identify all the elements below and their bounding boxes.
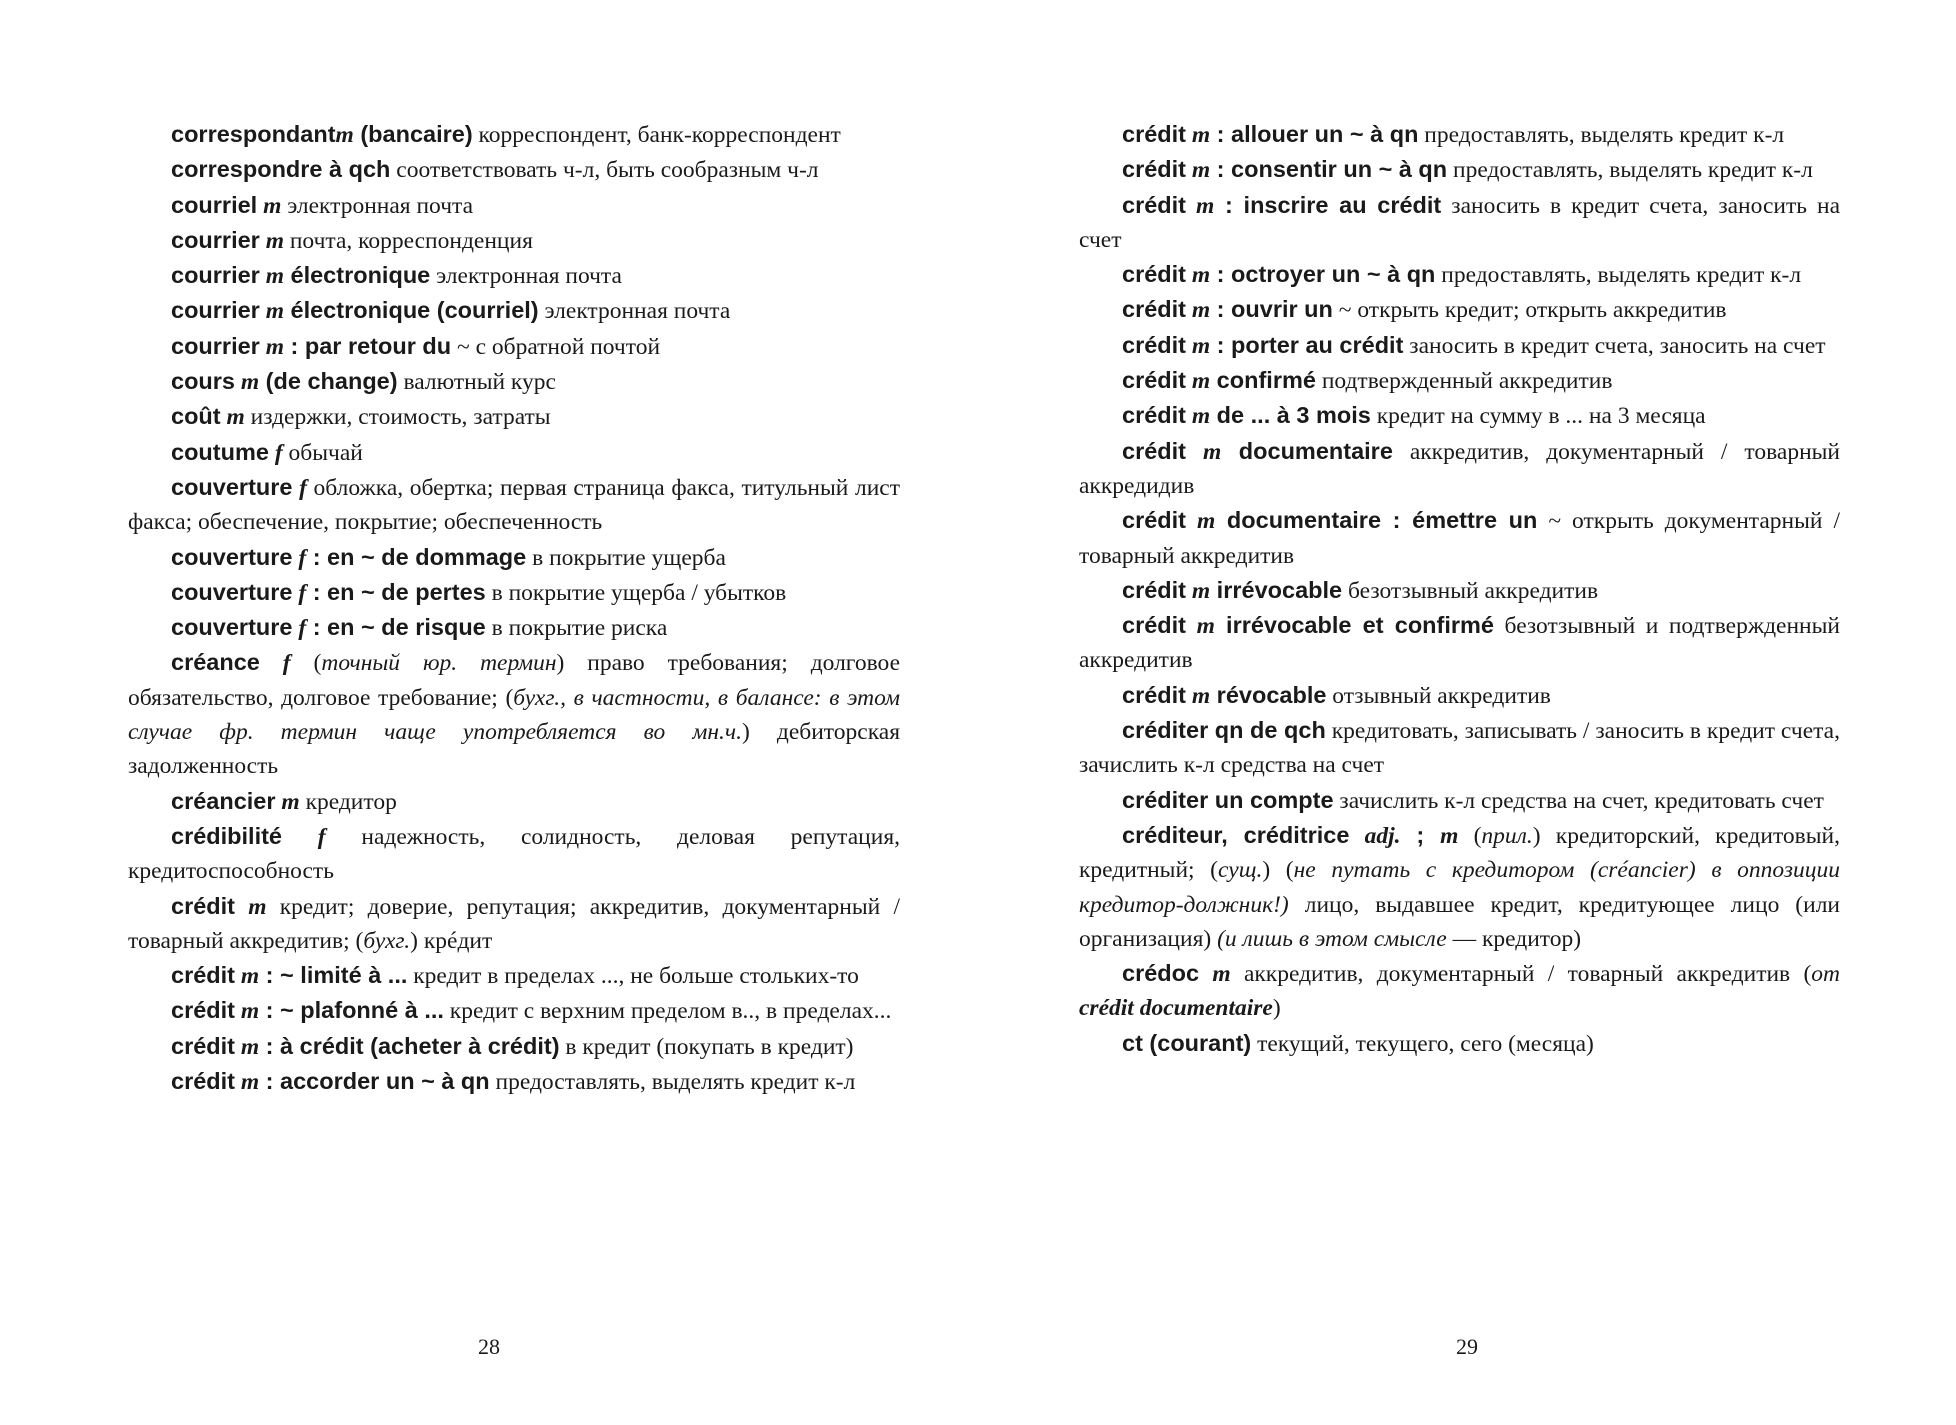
- entry-translation: валютный курс: [397, 369, 556, 396]
- dictionary-entry: [128, 993, 900, 1028]
- entry-term-ext: : consentir un ~ à qn: [1210, 156, 1448, 183]
- entry-term-ext: : en ~ de risque: [306, 614, 486, 641]
- entry-translation: аккредитив, документарный / товарный аккредитив (: [1230, 961, 1812, 988]
- entry-pos: m: [1191, 368, 1211, 395]
- entry-pos: f: [298, 579, 307, 606]
- entry-pos: m: [1191, 577, 1211, 604]
- entry-translation: отзывный аккредитив: [1326, 682, 1551, 709]
- dictionary-entry: [1079, 503, 1840, 573]
- entry-term: crédit: [171, 962, 235, 989]
- dictionary-entry: [1079, 678, 1840, 713]
- entry-term-ext: électronique (courriel): [283, 297, 539, 324]
- entry-term: crédit: [1122, 367, 1186, 394]
- entry-translation: кредитовать, записывать / заносить в кредит счета, зачислить к-л средства на счет: [1079, 718, 1840, 779]
- entry-translation: предоставлять, выделять кредит к-л: [1435, 262, 1802, 289]
- entry-term: crédit: [1122, 612, 1186, 639]
- entry-translation: надежность, солидность, деловая репутация, кредитоспособность: [128, 823, 901, 885]
- entry-translation: кредит на сумму в ... на 3 месяца: [1370, 403, 1706, 430]
- entry-term-ext: (bancaire): [353, 121, 473, 147]
- entry-translation: безотзывный и подтвержденный аккредитив: [1079, 613, 1840, 674]
- left-entries: [128, 117, 900, 1099]
- entry-pos: m: [265, 227, 284, 254]
- entry-translation: заносить в кредит счета, заносить на счет: [1403, 332, 1826, 359]
- entry-term: créditeur, créditrice: [1122, 821, 1350, 848]
- page-number: 28: [478, 1334, 500, 1359]
- dictionary-entry: [128, 784, 900, 819]
- entry-pos: m: [226, 404, 245, 431]
- entry-term: crédit: [171, 1068, 235, 1095]
- entry-term-ext: documentaire : émettre un: [1215, 507, 1538, 534]
- entry-term: créditer un compte: [1122, 786, 1334, 813]
- entry-pos: m: [1191, 682, 1211, 709]
- dictionary-entry: [128, 645, 900, 783]
- entry-term-ext: : octroyer un ~ à qn: [1210, 261, 1436, 288]
- entry-translation: ~ с обратной почтой: [451, 333, 661, 360]
- entry-term-ext: (de change): [259, 368, 398, 395]
- entry-pos: m: [335, 122, 354, 148]
- dictionary-entry: [128, 958, 900, 993]
- dictionary-entry: [1079, 398, 1840, 433]
- dictionary-entry: [128, 293, 900, 328]
- dictionary-entry: [1079, 818, 1840, 956]
- entry-note: сущ.: [1218, 857, 1263, 884]
- entry-translation: ) кредиторский, кредитовый, кредитный; (: [1079, 822, 1841, 884]
- entry-term: coût: [171, 403, 221, 430]
- entry-term: courrier: [171, 226, 260, 253]
- entry-term: cours: [171, 368, 235, 395]
- entry-translation: текущий, текущего, сего (месяца): [1251, 1030, 1594, 1057]
- entry-translation: в покрытие ущерба: [526, 544, 726, 571]
- dictionary-entry: [128, 152, 900, 187]
- entry-pos: m: [240, 963, 260, 990]
- dictionary-entry: [1079, 783, 1840, 818]
- entry-term: crédit: [1122, 331, 1186, 358]
- entry-pos: m: [240, 369, 260, 396]
- entry-translation: в покрытие ущерба / убытков: [485, 579, 787, 606]
- entry-translation: ~ открыть документарный / товарный аккредитив: [1079, 508, 1841, 569]
- entry-translation: соответствовать ч-л, быть сообразным ч-л: [390, 157, 819, 184]
- entry-translation: аккредитив, документарный / товарный аккредидив: [1079, 438, 1841, 499]
- entry-pos: m: [240, 998, 260, 1025]
- entry-translation: обложка, обертка; первая страница факса, титульный лист факса; обеспечение, покрытие; обеспеченность: [128, 474, 900, 536]
- entry-translation: издержки, стоимость, затраты: [244, 404, 551, 431]
- entry-pos: f: [298, 615, 307, 642]
- entry-pos: m: [1191, 332, 1211, 359]
- entry-translation: ~ открыть кредит; открыть аккредитив: [1332, 297, 1727, 324]
- entry-translation: корреспондент, банк-корреспондент: [472, 122, 841, 148]
- entry-translation: ) крéдит: [410, 927, 493, 954]
- dictionary-entry: [128, 540, 900, 575]
- dictionary-entry: [128, 819, 900, 889]
- entry-pos: f: [299, 474, 307, 501]
- entry-term: crédit: [171, 1032, 235, 1059]
- entry-translation: ) (: [1262, 857, 1294, 884]
- entry-translation: зачислить к-л средства на счет, кредитовать счет: [1333, 787, 1824, 814]
- entry-pos: m: [1191, 403, 1211, 430]
- entry-note: не путать с кредитором (créancier) в оппозиции кредитор-должник!): [1079, 857, 1841, 918]
- entry-pos: m: [240, 1069, 260, 1096]
- entry-translation: (: [1458, 822, 1482, 849]
- entry-note: бухг., в частности, в балансе: в этом случае фр. термин чаще употребляется во мн.ч.: [128, 684, 900, 746]
- entry-term: coutume: [171, 438, 269, 465]
- entry-translation: в покрытие риска: [485, 615, 668, 642]
- entry-term: ct (courant): [1122, 1029, 1252, 1056]
- entry-term: crédit: [1122, 437, 1186, 464]
- dictionary-entry: [1079, 117, 1840, 152]
- entry-translation: обычай: [282, 439, 363, 466]
- entry-note: (и лишь в этом смысле: [1217, 925, 1447, 952]
- entry-term: crédoc: [1122, 960, 1200, 987]
- entry-term: couverture: [171, 578, 293, 605]
- entry-term-ext: : en ~ de dommage: [306, 543, 527, 570]
- entry-term: crédit: [1122, 681, 1186, 708]
- entry-pos: m: [281, 788, 300, 815]
- entry-translation: кредит с верхним пределом в.., в пределах...: [443, 998, 892, 1025]
- dictionary-entry: [128, 470, 900, 540]
- entry-translation: кредитор: [299, 788, 397, 815]
- entry-translation: кредит в пределах ..., не больше стольких-то: [407, 963, 859, 990]
- entry-term: courriel: [171, 191, 258, 218]
- dictionary-entry: [128, 889, 900, 959]
- entry-term: crédit: [1122, 296, 1186, 323]
- entry-term-ext: : par retour du: [283, 332, 452, 359]
- entry-translation: предоставлять, выделять кредит к-л: [1418, 122, 1785, 148]
- dictionary-entry: [1079, 363, 1840, 398]
- entry-pos: m: [1202, 438, 1222, 465]
- right-page: [978, 0, 1956, 1425]
- entry-pos: f: [274, 439, 283, 466]
- entry-term: créditer qn de qch: [1122, 717, 1326, 744]
- entry-term: crédit: [171, 892, 235, 919]
- dictionary-entry: [1079, 152, 1840, 187]
- entry-translation: подтвержденный аккредитив: [1315, 368, 1613, 395]
- entry-term-ext: révocable: [1210, 681, 1327, 708]
- entry-pos: m: [265, 333, 284, 360]
- entry-term: crédit: [1122, 402, 1186, 429]
- entry-pos: m: [1196, 192, 1215, 219]
- entry-pos: m: [1191, 157, 1211, 184]
- entry-term: couverture: [171, 473, 293, 500]
- entry-term: crédit: [171, 997, 235, 1024]
- entry-term-ext: documentaire: [1221, 437, 1393, 464]
- entry-translation: ) право требования; долговое обязательство, долговое требование; (: [128, 650, 901, 711]
- entry-term: courrier: [171, 332, 260, 359]
- entry-term-ext: : inscrire au crédit: [1214, 191, 1442, 218]
- entry-pos: m: [265, 298, 284, 325]
- entry-pos: m: [263, 192, 282, 219]
- entry-translation: ): [1272, 995, 1281, 1022]
- entry-pos: m: [1196, 613, 1215, 640]
- entry-term-ext: : ouvrir un: [1210, 296, 1333, 323]
- dictionary-entry: [1079, 608, 1840, 678]
- dictionary-entry: [1079, 434, 1840, 504]
- entry-term: couverture: [171, 614, 293, 641]
- dictionary-entry: [128, 1064, 900, 1099]
- entry-term-ext: : accorder un ~ à qn: [259, 1068, 490, 1095]
- entry-translation: безотзывный аккредитив: [1342, 577, 1599, 604]
- entry-translation: электронная почта: [281, 192, 474, 219]
- entry-term: crédit: [1122, 156, 1186, 183]
- dictionary-entry: [128, 575, 900, 610]
- entry-pos: m: [1197, 508, 1216, 535]
- entry-translation: заносить в кредит счета, заносить на счет: [1079, 192, 1840, 253]
- dictionary-entry: [128, 610, 900, 645]
- dictionary-entry: [1079, 292, 1840, 327]
- entry-pos: m: [265, 263, 284, 290]
- entry-translation: ) дебиторская задолженность: [128, 719, 901, 780]
- entry-note: прил.: [1481, 822, 1533, 849]
- entry-translation: (: [290, 650, 322, 677]
- entry-term: courrier: [171, 262, 260, 289]
- entry-term-ext: : ~ limité à ...: [259, 962, 408, 989]
- entry-term: courrier: [171, 297, 260, 324]
- dictionary-entry: [1079, 573, 1840, 608]
- dictionary-entry: [1079, 713, 1840, 783]
- dictionary-entry: [1079, 188, 1840, 258]
- dictionary-entry: [1079, 328, 1840, 363]
- entry-term-ext: : porter au crédit: [1210, 331, 1404, 358]
- entry-pos: m: [1191, 262, 1211, 289]
- entry-term: correspondre à qch: [171, 156, 391, 183]
- entry-pos: f: [317, 823, 326, 850]
- entry-note: точный юр. термин: [321, 650, 557, 677]
- entry-translation: предоставлять, выделять кредит к-л: [1447, 157, 1813, 184]
- entry-translation: лицо, выдавшее кредит, кредитующее лицо (или организация): [1079, 891, 1840, 952]
- entry-pos: f: [282, 650, 291, 677]
- entry-translation: почта, корреспонденция: [283, 227, 533, 254]
- dictionary-entry: [1079, 1026, 1840, 1061]
- dictionary-entry: [128, 399, 900, 434]
- entry-note: от: [1811, 961, 1841, 988]
- entry-term-ext: : en ~ de pertes: [306, 578, 486, 605]
- entry-pos: m: [1440, 822, 1459, 849]
- dictionary-entry: [128, 329, 900, 364]
- page-number: 29: [1456, 1334, 1478, 1359]
- entry-term-ext: irrévocable: [1210, 576, 1343, 603]
- entry-term-ext: confirmé: [1210, 367, 1316, 394]
- entry-pos: adj.: [1364, 822, 1401, 849]
- entry-pos: m: [240, 1033, 260, 1060]
- entry-term-ext: : ~ plafonné à ...: [259, 997, 444, 1024]
- entry-translation: электронная почта: [430, 263, 622, 290]
- entry-translation: предоставлять, выделять кредит к-л: [489, 1069, 856, 1096]
- entry-pos: m: [1191, 122, 1211, 148]
- dictionary-entry: [128, 258, 900, 293]
- entry-translation: в кредит (покупать в кредит): [559, 1033, 854, 1060]
- entry-term: crédibilité: [171, 822, 283, 849]
- entry-term-ext: de ... à 3 mois: [1210, 402, 1371, 429]
- dictionary-entry: [128, 364, 900, 399]
- dictionary-entry: [128, 435, 900, 470]
- entry-pos: m: [1191, 297, 1211, 324]
- entry-note-bold: crédit documentaire: [1079, 995, 1273, 1022]
- entry-term-ext: ;: [1400, 821, 1441, 848]
- entry-term: créance: [171, 649, 260, 676]
- entry-translation: кредит; доверие, репутация; аккредитив, документарный / товарный аккредитив; (: [128, 893, 901, 954]
- entry-pos: m: [248, 893, 267, 920]
- entry-term: correspondant: [171, 121, 336, 147]
- entry-term: crédit: [1122, 261, 1186, 288]
- dictionary-entry: [128, 117, 900, 152]
- entry-translation: электронная почта: [538, 298, 731, 325]
- entry-pos: m: [1212, 961, 1231, 988]
- dictionary-entry: [128, 1029, 900, 1064]
- entry-term: créancier: [171, 787, 276, 814]
- dictionary-entry: [128, 188, 900, 223]
- entry-pos: f: [298, 544, 307, 571]
- dictionary-entry: [1079, 257, 1840, 292]
- entry-term: couverture: [171, 543, 293, 570]
- dictionary-entry: [1079, 956, 1840, 1026]
- right-entries: [1079, 117, 1840, 1061]
- dictionary-entry: [128, 223, 900, 258]
- entry-term-ext: : à crédit (acheter à crédit): [259, 1032, 560, 1059]
- entry-term: crédit: [1122, 507, 1186, 534]
- entry-term-ext: : allouer un ~ à qn: [1210, 121, 1419, 147]
- entry-note: бухг.: [363, 927, 411, 954]
- entry-term-ext: électronique: [283, 262, 431, 289]
- entry-term: crédit: [1122, 191, 1186, 218]
- entry-term-ext: irrévocable et confirmé: [1214, 612, 1494, 639]
- entry-term: crédit: [1122, 121, 1186, 147]
- entry-translation: — кредитор): [1446, 925, 1582, 952]
- entry-term: crédit: [1122, 576, 1186, 603]
